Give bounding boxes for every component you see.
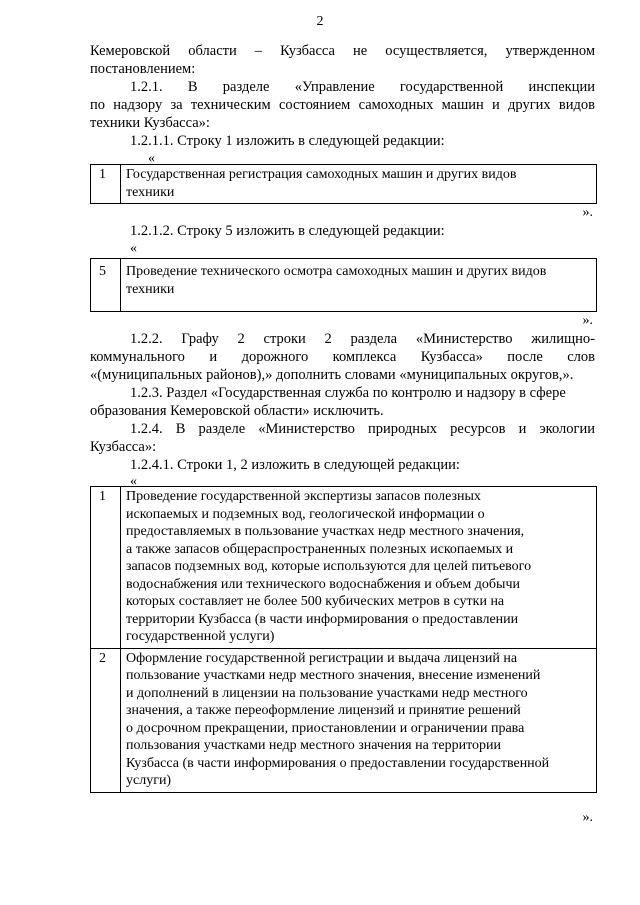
paragraph-line: 1.2.1.1. Строку 1 изложить в следующей редакции:	[130, 133, 445, 149]
paragraph-line: 1.2.2. Графу 2 строки 2 раздела «Министерство жилищно-	[130, 331, 595, 347]
paragraph-line: 1.2.4.1. Строки 1, 2 изложить в следующей редакции:	[130, 457, 460, 473]
paragraph-line: 1.2.3. Раздел «Государственная служба по контролю и надзору в сфере	[130, 385, 566, 401]
row-number: 5	[91, 259, 121, 312]
row-text	[121, 648, 597, 792]
close-quote: ».	[582, 810, 593, 825]
cell-line: техники	[126, 281, 175, 297]
page-number: 2	[316, 14, 324, 29]
table-row	[91, 259, 597, 312]
close-quote: ».	[582, 313, 593, 328]
cell-line: водоснабжения или технического водоснабжения и объем добычи	[126, 576, 520, 592]
cell-line: Оформление государственной регистрации и выдача лицензий на	[126, 650, 518, 666]
cell-line: о досрочном прекращении, приостановлении и ограничении права	[126, 720, 525, 736]
open-quote: «	[130, 474, 137, 489]
paragraph-line: Кемеровской области – Кузбасса не осуществляется, утвержденном	[90, 43, 595, 59]
row-number: 1	[91, 165, 121, 204]
cell-line: запасов подземных вод, которые используются для целей питьевого	[126, 559, 532, 574]
row-number: 2	[91, 648, 121, 792]
cell-line: Государственная регистрация самоходных машин и других видов	[126, 167, 517, 182]
cell-line: территории Кузбасса (в части информирования о предоставлении	[126, 611, 519, 627]
cell-line: услуги)	[126, 773, 172, 788]
row-text	[121, 259, 597, 312]
paragraph-line: 1.2.1.2. Строку 5 изложить в следующей редакции:	[130, 223, 445, 239]
cell-line: ископаемых и подземных вод, геологической информации о	[126, 506, 485, 522]
row-text	[121, 165, 597, 204]
open-quote: «	[148, 151, 155, 166]
cell-line: государственной услуги)	[126, 629, 275, 644]
paragraph-line: 1.2.4. В разделе «Министерство природных ресурсов и экологии	[130, 421, 595, 437]
cell-line: Проведение технического осмотра самоходных машин и других видов	[126, 264, 547, 279]
paragraph-line: 1.2.1. В разделе «Управление государственной инспекции	[130, 79, 595, 95]
paragraph-line: Кузбасса»:	[90, 439, 157, 455]
amendment-table-2	[90, 258, 597, 312]
paragraph-line: по надзору за техническим состоянием самоходных машин и других видов	[90, 97, 595, 113]
cell-line: техники	[126, 184, 175, 200]
paragraph-line: техники Кузбасса»:	[90, 115, 210, 131]
amendment-table-1	[90, 164, 597, 204]
paragraph-line: образования Кемеровской области» исключить.	[90, 403, 384, 419]
paragraph-line: «(муниципальных районов),» дополнить словами «муниципальных округов,».	[90, 367, 574, 383]
paragraph-line: коммунального и дорожного комплекса Кузбасса» после слов	[90, 349, 595, 365]
row-number: 1	[91, 487, 121, 649]
open-quote: «	[130, 241, 137, 256]
cell-line: пользования участками недр местного значения на территории	[126, 738, 502, 753]
close-quote: ».	[582, 205, 593, 220]
cell-line: значения, а также переоформление лицензий и принятие решений	[126, 703, 521, 718]
table-row	[91, 648, 597, 792]
table-row	[91, 165, 597, 204]
paragraph-line: постановлением:	[90, 61, 196, 77]
cell-line: и дополнений в лицензии на пользование участками недр местного	[126, 685, 528, 701]
cell-line: а также запасов общераспространенных полезных ископаемых и	[126, 541, 514, 557]
table-row	[91, 487, 597, 649]
row-text	[121, 487, 597, 649]
cell-line: которых составляет не более 500 кубических метров в сутки на	[126, 594, 505, 609]
cell-line: предоставляемых в пользование участках недр местного значения,	[126, 524, 525, 539]
cell-line: пользование участками недр местного значения, внесение изменений	[126, 668, 541, 683]
cell-line: Кузбасса (в части информирования о предоставлении государственной	[126, 755, 550, 771]
amendment-table-3	[90, 486, 597, 793]
cell-line: Проведение государственной экспертизы запасов полезных	[126, 489, 481, 504]
